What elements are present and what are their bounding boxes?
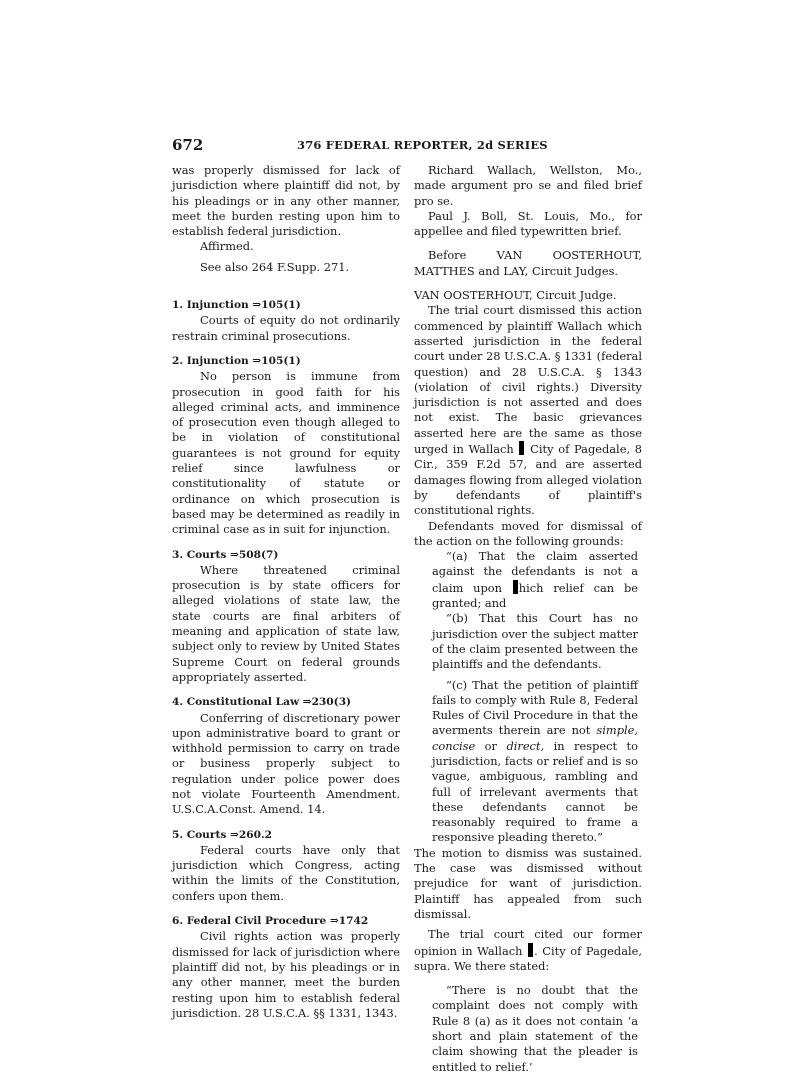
headnote xyxy=(172,297,400,344)
block-quote xyxy=(432,983,638,1075)
headnote-text: Civil rights action was properly dismissed for lack of jurisdiction where plaintiff did not, by his pleadings or in any other manner, meet the burden resting upon him to establish federal jurisdiction. 28 U.S.C.A. §§ 1331, 1343. xyxy=(172,929,400,1020)
opinion-paragraph: The motion to dismiss was sustained. The case was dismissed without prejudice for want of jurisdiction. Plaintiff has appealed from such dismissal. xyxy=(414,845,642,921)
quote-item-d: “There is no doubt that the complaint does not comply with Rule 8 (a) as it does not contain ‘a short and plain statement of the claim showing that the pleader is entitled to relief.’ xyxy=(432,983,638,1074)
headnote xyxy=(172,694,400,817)
headnote xyxy=(172,547,400,686)
key-number: ⇒260.2 xyxy=(229,828,273,841)
headnote-topic: Injunction xyxy=(186,354,249,367)
quote-item-b: “(b) That this Court has no jurisdiction over the subject matter of the claim presented between the plaintiffs and the defendants. xyxy=(432,611,638,672)
syllabus-continuation: was properly dismissed for lack of jurisdiction where plaintiff did not, by his pleadings or in any other manner, meet the burden resting upon him to establish federal jurisdiction. xyxy=(172,163,400,239)
left-column xyxy=(172,163,400,1021)
counsel-appellant: Richard Wallach, Wellston, Mo., made argument pro se and filed brief pro se. xyxy=(414,163,642,208)
headnote-number: 5. xyxy=(172,828,184,841)
redaction-mark xyxy=(528,943,533,957)
headnote xyxy=(172,353,400,538)
headnote-topic: Courts xyxy=(186,548,227,561)
opinion-author: VAN OOSTERHOUT, Circuit Judge. xyxy=(414,288,617,303)
opinion-paragraph: Defendants moved for dismissal of the action on the following grounds: xyxy=(414,518,642,548)
headnote xyxy=(172,913,400,1021)
opinion-paragraph: The trial court cited our former opinion in Wallach . City of Pagedale, supra. We there stated: xyxy=(414,927,642,973)
key-number: ⇒105(1) xyxy=(252,299,301,312)
redaction-mark xyxy=(519,441,524,455)
running-head: 376 FEDERAL REPORTER, 2d SERIES xyxy=(297,138,548,152)
headnote-text: Courts of equity do not ordinarily restrain criminal prosecutions. xyxy=(172,313,400,343)
headnote-text: No person is immune from prosecution in good faith for his alleged criminal acts, and imminence of prosecution even though alleged to be in violation of constitutional guarantees is not ground for equity relief since lawfulness or constitutionality of statute or ordinance on which prosecution is based may be determined as readily in criminal case as in suit for injunction. xyxy=(172,369,400,537)
headnote-number: 3. xyxy=(172,548,184,561)
headnote-number: 2. xyxy=(172,354,184,367)
headnote-topic: Injunction xyxy=(186,299,249,312)
headnote-text: Where threatened criminal prosecution is by state officers for alleged violations of state law, the state courts are final arbiters of meaning and application of state law, subject only to review by United States Supreme Court on federal grounds appropriately asserted. xyxy=(172,562,400,684)
headnote-text: Federal courts have only that jurisdiction which Congress, acting within the limits of the Constitution, confers upon them. xyxy=(172,842,400,903)
key-number: ⇒230(3) xyxy=(302,696,352,709)
right-column xyxy=(414,163,642,1075)
headnote-number: 4. xyxy=(172,696,184,709)
page-number: 672 xyxy=(172,136,204,154)
panel: Before VAN OOSTERHOUT, MATTHES and LAY, Circuit Judges. xyxy=(414,248,642,278)
key-number: ⇒105(1) xyxy=(252,354,301,367)
key-number: ⇒1742 xyxy=(329,915,369,928)
redaction-mark xyxy=(513,580,518,594)
counsel-appellee: Paul J. Boll, St. Louis, Mo., for appellee and filed typewritten brief. xyxy=(414,208,642,239)
headnote-topic: Constitutional Law xyxy=(186,696,300,709)
disposition: Affirmed. xyxy=(200,239,254,254)
see-also-citation: See also 264 F.Supp. 271. xyxy=(200,259,350,274)
headnote-topic: Federal Civil Procedure xyxy=(186,915,327,928)
headnote xyxy=(172,827,400,904)
headnote-number: 6. xyxy=(172,915,184,928)
headnote-number: 1. xyxy=(172,299,184,312)
block-quote xyxy=(432,549,638,846)
quote-item-a: “(a) That the claim asserted against the defendants is not a claim upon hich relief can be granted; and xyxy=(432,549,639,611)
headnote-topic: Courts xyxy=(186,828,227,841)
headnote-text: Conferring of discretionary power upon administrative board to grant or withhold permission to carry on trade or business properly subject to regulation under police power does not violate Fourteenth Amendment. U.S.C.A.Const. Amend. 14. xyxy=(172,710,400,817)
opinion-paragraph: The trial court dismissed this action commenced by plaintiff Wallach which asserted jurisdiction in the federal court under 28 U.S.C.A. § 1331 (federal question) and 28 U.S.C.A. § 1343 (violation of civil rights.) Diversity jurisdiction is not asserted and does not exist. The basic grievances asserted here are the same as those urged in Wallach City of Pagedale, 8 Cir., 359 F.2d 57, and are asserted damages flowing from alleged violation by defendants of plaintiff's constitutional rights. xyxy=(414,303,642,518)
key-number: ⇒508(7) xyxy=(229,548,279,561)
quote-item-c: “(c) That the petition of plaintiff fails to comply with Rule 8, Federal Rules of Civil Procedure in that the averments therein are not simple, concise or direct, in respect to jurisdiction, facts or relief and is so vague, ambiguous, rambling and full of irrelevant averments that these defendants cannot be reasonably required to frame a responsive pleading thereto.” xyxy=(432,677,638,845)
